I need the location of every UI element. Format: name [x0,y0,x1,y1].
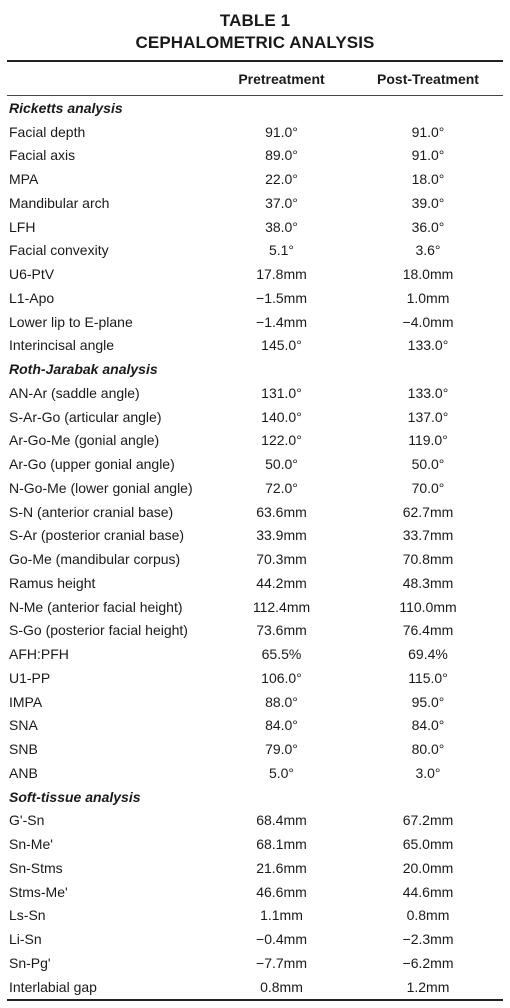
pretreatment-value: 122.0° [261,432,302,449]
pretreatment-value: 5.1° [268,242,295,259]
table-row [7,310,503,334]
row-label: Interlabial gap [9,978,97,995]
table-row [7,452,503,476]
section-heading-row [7,96,503,120]
pretreatment-value: 145.0° [261,337,302,354]
row-label: Ramus height [9,574,96,591]
row-label: Lower lip to E-plane [9,313,133,330]
column-header-pretreatment: Pretreatment [238,70,325,87]
table-row [7,547,503,571]
pretreatment-value: 88.0° [265,693,298,710]
post-treatment-value: −4.0mm [402,313,454,330]
table-row [7,215,503,239]
pretreatment-value: 131.0° [261,384,302,401]
row-label: LFH [9,218,36,235]
post-treatment-value: 62.7mm [402,503,454,520]
post-treatment-value: 50.0° [411,456,445,473]
pretreatment-value: 73.6mm [256,622,307,639]
row-label: Interincisal angle [9,337,115,354]
bottom-rule [7,999,503,1001]
post-treatment-value: 0.8mm [406,907,450,924]
table-row [7,761,503,785]
table-row [7,975,503,999]
row-label: U1-PP [9,669,51,686]
row-label: Facial axis [9,147,76,164]
pretreatment-value: 89.0° [265,147,298,164]
pretreatment-value: 1.1mm [260,907,303,924]
post-treatment-value: 95.0° [411,693,445,710]
table-row [7,642,503,666]
pretreatment-value: 63.6mm [256,503,307,520]
section-heading: Soft-tissue analysis [9,788,141,805]
post-treatment-value: 80.0° [411,741,445,758]
pretreatment-value: 5.0° [268,764,295,781]
pretreatment-value: 91.0° [265,123,298,140]
table-row [7,809,503,833]
column-header-post-treatment: Post-Treatment [377,70,479,87]
column-header-row [7,62,503,95]
table-row [7,714,503,738]
table-row [7,476,503,500]
row-label: U6-PtV [9,266,55,283]
table-row [7,334,503,358]
row-label: SNA [9,717,38,734]
pretreatment-value: −1.5mm [256,289,307,306]
table-title: TABLE 1 [219,11,291,30]
row-label: Go-Me (mandibular corpus) [9,551,181,568]
table-row [7,571,503,595]
table-row [7,381,503,405]
row-label: Li-Sn [9,931,42,948]
row-label: S-Ar-Go (articular angle) [9,408,162,425]
table-title-block [0,0,510,54]
table-row [7,666,503,690]
row-label: Ls-Sn [9,907,46,924]
table-row [7,880,503,904]
post-treatment-value: 3.0° [415,764,441,781]
row-label: Ar-Go (upper gonial angle) [9,456,175,473]
row-label: Facial convexity [9,242,109,259]
pretreatment-value: 38.0° [265,218,298,235]
post-treatment-value: 84.0° [411,717,445,734]
pretreatment-value: 68.1mm [256,836,307,853]
table-row [7,595,503,619]
pretreatment-value: −1.4mm [256,313,307,330]
row-label: L1-Apo [9,289,55,306]
pretreatment-value: 70.3mm [256,551,307,568]
table-row [7,832,503,856]
table-row [7,191,503,215]
pretreatment-value: 84.0° [265,717,298,734]
row-label: S-N (anterior cranial base) [9,503,174,520]
table-row [7,429,503,453]
row-label: N-Go-Me (lower gonial angle) [9,479,193,496]
table-row [7,405,503,429]
post-treatment-value: 65.0mm [402,836,454,853]
row-label: G'-Sn [9,812,45,829]
row-label: MPA [9,171,39,188]
table-body [7,96,503,999]
table-row [7,286,503,310]
row-label: Sn-Stms [9,859,63,876]
post-treatment-value: 76.4mm [402,622,454,639]
post-treatment-value: 3.6° [415,242,441,259]
table-row [7,856,503,880]
table-row [7,144,503,168]
table-row [7,737,503,761]
table-row [7,904,503,928]
post-treatment-value: 20.0mm [402,859,454,876]
table-row [7,927,503,951]
table-subtitle: CEPHALOMETRIC ANALYSIS [135,33,375,52]
row-label: Facial depth [9,123,86,140]
row-label: AN-Ar (saddle angle) [9,384,140,401]
pretreatment-value: 37.0° [265,194,298,211]
pretreatment-value: 140.0° [261,408,302,425]
pretreatment-value: 79.0° [265,741,298,758]
table-row [7,690,503,714]
table-row [7,951,503,975]
post-treatment-value: 36.0° [411,218,445,235]
pretreatment-value: 44.2mm [256,574,307,591]
row-label: AFH:PFH [9,646,69,663]
pretreatment-value: 68.4mm [256,812,307,829]
pretreatment-value: −7.7mm [256,954,307,971]
table-row [7,524,503,548]
row-label: Mandibular arch [9,194,110,211]
post-treatment-value: 18.0mm [402,266,454,283]
pretreatment-value: 21.6mm [256,859,307,876]
row-label: IMPA [9,693,43,710]
pretreatment-value: 112.4mm [252,598,311,615]
row-label: SNB [9,741,38,758]
post-treatment-value: 133.0° [407,384,449,401]
row-label: N-Me (anterior facial height) [9,598,183,615]
table-row [7,239,503,263]
row-label: Ar-Go-Me (gonial angle) [9,432,160,449]
post-treatment-value: 70.8mm [402,551,454,568]
post-treatment-value: 70.0° [411,479,445,496]
section-heading-row [7,357,503,381]
post-treatment-value: 110.0mm [399,598,457,615]
post-treatment-value: 18.0° [411,171,445,188]
pretreatment-value: 65.5% [261,646,302,663]
post-treatment-value: 44.6mm [402,883,454,900]
pretreatment-value: 17.8mm [256,266,307,283]
row-label: ANB [9,764,38,781]
row-label: Sn-Me' [9,836,53,853]
pretreatment-value: 33.9mm [256,527,307,544]
pretreatment-value: −0.4mm [256,931,307,948]
pretreatment-value: 106.0° [261,669,302,686]
post-treatment-value: 1.2mm [406,978,450,995]
table-row [7,120,503,144]
post-treatment-value: 119.0° [408,432,448,449]
post-treatment-value: 69.4% [408,646,448,663]
row-label: Sn-Pg' [9,954,51,971]
pretreatment-value: 22.0° [265,171,298,188]
row-label: Stms-Me' [9,883,68,900]
table-row [7,619,503,643]
post-treatment-value: 91.0° [411,147,445,164]
table-row [7,500,503,524]
pretreatment-value: 72.0° [265,479,298,496]
section-heading: Ricketts analysis [9,99,123,116]
post-treatment-value: −6.2mm [402,954,454,971]
row-label: S-Ar (posterior cranial base) [9,527,185,544]
post-treatment-value: 33.7mm [402,527,454,544]
post-treatment-value: 115.0° [408,669,448,686]
post-treatment-value: 1.0mm [406,289,450,306]
post-treatment-value: 48.3mm [402,574,454,591]
table-row [7,262,503,286]
post-treatment-value: 39.0° [411,194,445,211]
post-treatment-value: 137.0° [407,408,449,425]
table-row [7,167,503,191]
post-treatment-value: 67.2mm [402,812,454,829]
post-treatment-value: 91.0° [411,123,445,140]
post-treatment-value: 133.0° [407,337,449,354]
section-heading-row [7,785,503,809]
pretreatment-value: 0.8mm [260,978,303,995]
row-label: S-Go (posterior facial height) [9,622,188,639]
pretreatment-value: 46.6mm [256,883,307,900]
pretreatment-value: 50.0° [265,456,298,473]
post-treatment-value: −2.3mm [402,931,454,948]
section-heading: Roth-Jarabak analysis [9,361,158,378]
